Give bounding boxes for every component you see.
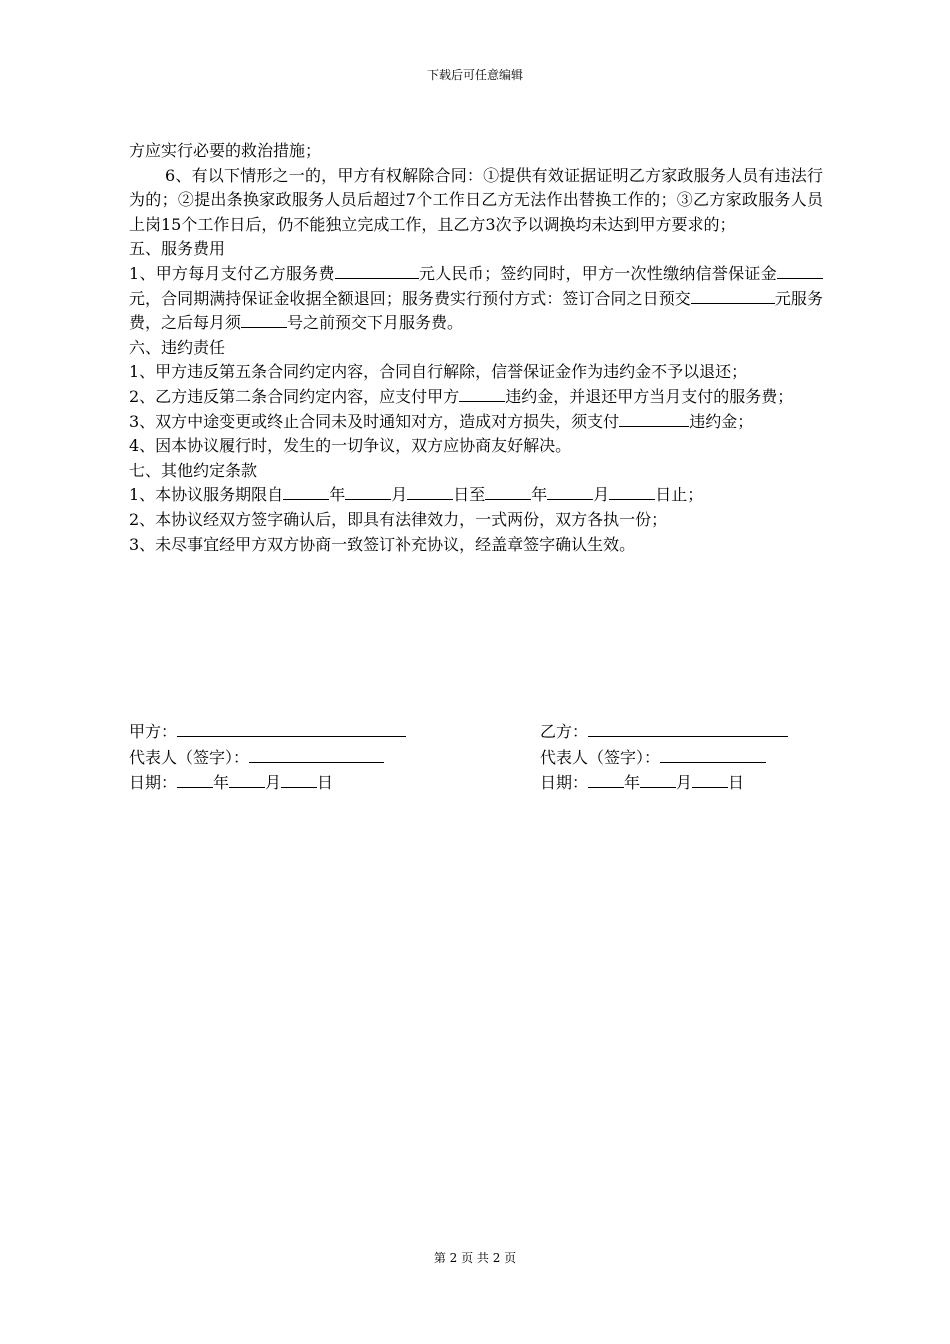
paragraph-fees <box>129 262 823 336</box>
party-b-date-label: 日期： <box>540 773 589 793</box>
party-b-label: 乙方： <box>540 722 589 741</box>
liability-2-text-2: 违约金，并退还甲方当月支付的服务费； <box>505 386 794 406</box>
fees-text-5: 号之前预交下月服务费。 <box>287 313 464 333</box>
blank-pay-day[interactable] <box>241 311 287 328</box>
label-month: 月 <box>593 485 610 505</box>
party-a-rep-field[interactable] <box>249 745 384 763</box>
party-a-year-field[interactable] <box>177 770 213 788</box>
section-heading-fees: 五、服务费用 <box>129 239 226 259</box>
fees-text-4: 元服务费，之后每月须 <box>129 288 823 333</box>
document-body <box>129 139 823 557</box>
blank-end-day[interactable] <box>609 483 655 500</box>
label-month: 月 <box>265 773 282 793</box>
label-year: 年 <box>329 485 346 505</box>
fees-text-1: 1、甲方每月支付乙方服务费 <box>129 263 335 283</box>
party-b-day-field[interactable] <box>692 770 728 788</box>
party-a-date-line <box>129 770 406 796</box>
blank-monthly-fee[interactable] <box>335 262 419 279</box>
label-day: 日 <box>728 773 745 793</box>
label-month: 月 <box>676 773 693 793</box>
page-footer: 第 2 页 共 2 页 <box>433 1251 517 1265</box>
label-day-to: 日至 <box>453 485 486 505</box>
signature-block-party-b <box>540 719 788 796</box>
party-b-rep-line <box>540 745 788 771</box>
signature-block-party-a <box>129 719 406 796</box>
section-heading-liability: 六、违约责任 <box>129 337 226 357</box>
label-year: 年 <box>531 485 548 505</box>
label-year: 年 <box>213 773 230 793</box>
paragraph-liability-1: 1、甲方违反第五条合同约定内容，合同自行解除，信誉保证金作为违约金不予以退还； <box>129 362 748 382</box>
section-heading-other: 七、其他约定条款 <box>129 460 258 480</box>
party-b-rep-label: 代表人（签字）： <box>540 747 661 767</box>
party-a-rep-line <box>129 745 406 771</box>
blank-start-day[interactable] <box>407 483 453 500</box>
blank-start-month[interactable] <box>345 483 391 500</box>
blank-start-year[interactable] <box>283 483 329 500</box>
liability-2-text-1: 2、乙方违反第二条合同约定内容，应支付甲方 <box>129 386 460 406</box>
paragraph-liability-4: 4、因本协议履行时，发生的一切争议，双方应协商友好解决。 <box>129 436 572 456</box>
blank-prepaid-fee[interactable] <box>691 287 775 304</box>
paragraph-liability-2 <box>129 385 823 410</box>
party-b-date-line <box>540 770 788 796</box>
blank-end-month[interactable] <box>547 483 593 500</box>
party-b-year-field[interactable] <box>588 770 624 788</box>
party-a-label: 甲方： <box>129 722 178 741</box>
party-b-line <box>540 719 788 745</box>
label-day: 日 <box>317 773 334 793</box>
party-a-line <box>129 719 406 745</box>
blank-penalty-b[interactable] <box>459 385 505 402</box>
party-b-month-field[interactable] <box>640 770 676 788</box>
paragraph-other-2: 2、本协议经双方签字确认后，即具有法律效力，一式两份，双方各执一份； <box>129 509 668 529</box>
liability-3-text-2: 违约金； <box>689 411 754 431</box>
party-b-rep-field[interactable] <box>660 745 766 763</box>
paragraph-liability-3 <box>129 410 823 435</box>
blank-penalty-both[interactable] <box>619 410 689 427</box>
paragraph-other-1 <box>129 483 823 508</box>
label-day-end: 日止； <box>655 485 704 505</box>
label-year: 年 <box>624 773 641 793</box>
paragraph-other-3: 3、未尽事宜经甲方双方协商一致签订补充协议，经盖章签字确认生效。 <box>129 534 636 554</box>
party-a-date-label: 日期： <box>129 773 178 793</box>
page-header: 下载后可任意编辑 <box>426 68 523 82</box>
party-a-rep-label: 代表人（签字）： <box>129 747 250 767</box>
paragraph-termination-clause: 6、有以下情形之一的，甲方有权解除合同：①提供有效证据证明乙方家政服务人员有违法行为的；②提出条换家政服务人员后超过7个工作日乙方无法作出替换工作的；③乙方家政服务人员上岗15个工作日后，仍不能独立完成工作，且乙方3次予以调换均未达到甲方要求的； <box>129 165 823 234</box>
fees-text-2: 元人民币；签约同时，甲方一次性缴纳信誉保证金 <box>418 263 777 283</box>
paragraph-continuation: 方应实行必要的救治措施； <box>129 141 322 160</box>
fees-text-3: 元，合同期满持保证金收据全额退回；服务费实行预付方式：签订合同之日预交 <box>129 288 691 308</box>
party-a-month-field[interactable] <box>229 770 265 788</box>
label-month: 月 <box>391 485 408 505</box>
party-a-name-field[interactable] <box>177 719 406 737</box>
term-text: 1、本协议服务期限自 <box>129 485 284 505</box>
blank-end-year[interactable] <box>485 483 531 500</box>
blank-deposit[interactable] <box>777 262 823 279</box>
party-a-day-field[interactable] <box>281 770 317 788</box>
liability-3-text-1: 3、双方中途变更或终止合同未及时通知对方，造成对方损失，须支付 <box>129 411 620 431</box>
party-b-name-field[interactable] <box>588 719 788 737</box>
